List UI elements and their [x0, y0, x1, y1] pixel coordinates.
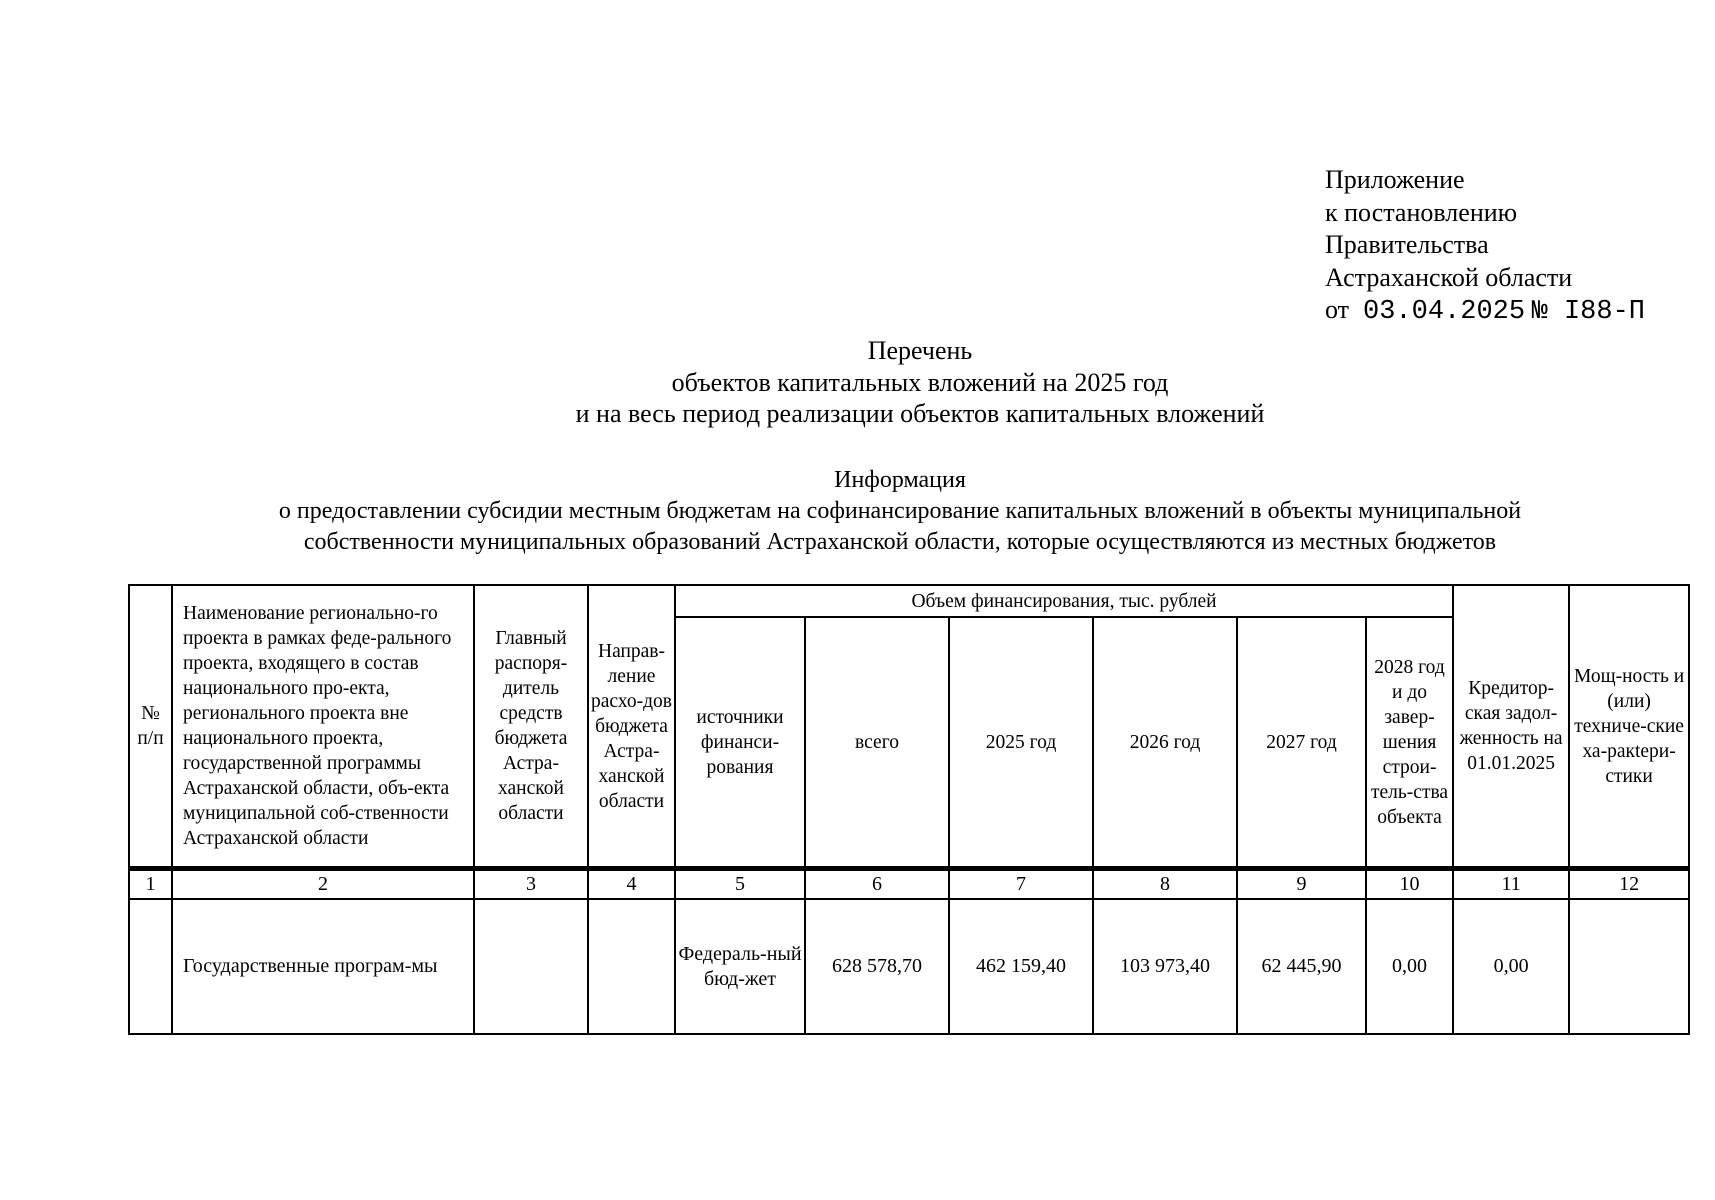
cell-2027: 62 445,90	[1237, 899, 1366, 1034]
column-index: 12	[1569, 869, 1689, 900]
col-header-num: № п/п	[129, 585, 172, 869]
info-line-3: собственности муниципальных образований Астраханской области, которые осуществляются из местных бюджетов	[303, 529, 1497, 555]
col-header-manager: Главный распоря-дитель средств бюджета Астра-ханской области	[474, 585, 588, 869]
header-row	[129, 585, 1689, 617]
cell-2025: 462 159,40	[949, 899, 1093, 1034]
appendix-line: к постановлению	[1325, 197, 1518, 227]
col-header-debt: Кредитор-ская задол-женность на 01.01.2025	[1453, 585, 1569, 869]
cell-2026: 103 973,40	[1093, 899, 1237, 1034]
cell-manager	[474, 899, 588, 1034]
column-index: 10	[1366, 869, 1453, 900]
appendix-line: Астраханской области	[1325, 262, 1573, 292]
column-index: 1	[129, 869, 172, 900]
col-header-2027: 2027 год	[1237, 617, 1366, 869]
capital-investment-table	[128, 584, 1690, 1035]
column-index: 8	[1093, 869, 1237, 900]
appendix-line: Приложение	[1325, 165, 1465, 194]
col-header-2028: 2028 год и до завер-шения строи-тель-ства объекта	[1366, 617, 1453, 869]
appendix-line: Правительства	[1325, 230, 1489, 259]
column-index: 5	[675, 869, 805, 900]
col-header-name: Наименование регионально-го проекта в рамках феде-рального проекта, входящего в состав национального про-екта, регионального проекта вне национального проекта, государственной программы Астраханской области, объ-екта муниципальной соб-ственности Астраханской области	[172, 585, 474, 869]
document-title	[0, 335, 1715, 430]
title-line-1: Перечень	[867, 336, 973, 365]
table-row	[129, 899, 1689, 1034]
column-index: 11	[1453, 869, 1569, 900]
info-line-2: о предоставлении субсидии местным бюджетам на софинансирование капитальных вложений в объекты муниципальной	[278, 498, 1522, 524]
cell-total: 628 578,70	[805, 899, 949, 1034]
column-index: 9	[1237, 869, 1366, 900]
col-header-2026: 2026 год	[1093, 617, 1237, 869]
column-index: 2	[172, 869, 474, 900]
cell-name: Государственные програм-мы	[172, 899, 474, 1034]
column-index: 6	[805, 869, 949, 900]
col-header-source: источники финанси-рования	[675, 617, 805, 869]
title-line-2: объектов капитальных вложений на 2025 год	[671, 367, 1169, 397]
column-index: 3	[474, 869, 588, 900]
decree-line	[1325, 294, 1645, 329]
column-index: 7	[949, 869, 1093, 900]
cell-2028: 0,00	[1366, 899, 1453, 1034]
col-header-volume: Объем финансирования, тыс. рублей	[675, 585, 1453, 617]
cell-direction	[588, 899, 675, 1034]
cell-capacity	[1569, 899, 1689, 1034]
col-header-total: всего	[805, 617, 949, 869]
appendix-block	[1325, 164, 1645, 329]
decree-date: 03.04.2025	[1363, 297, 1526, 327]
title-line-3: и на весь период реализации объектов капитальных вложений	[575, 399, 1265, 428]
decree-date-prefix: от	[1325, 295, 1350, 324]
info-line-1: Информация	[834, 467, 966, 493]
cell-num	[129, 899, 172, 1034]
cell-source: Федераль-ный бюд-жет	[675, 899, 805, 1034]
info-heading	[0, 465, 1715, 558]
decree-number: № I88-П	[1531, 297, 1645, 327]
col-header-direction: Направ-ление расхо-дов бюджета Астра-ханской области	[588, 585, 675, 869]
column-index-row	[129, 869, 1689, 900]
col-header-2025: 2025 год	[949, 617, 1093, 869]
column-index: 4	[588, 869, 675, 900]
col-header-capacity: Мощ-ность и (или) техниче-ские ха-ракteри-стики	[1569, 585, 1689, 869]
cell-debt: 0,00	[1453, 899, 1569, 1034]
